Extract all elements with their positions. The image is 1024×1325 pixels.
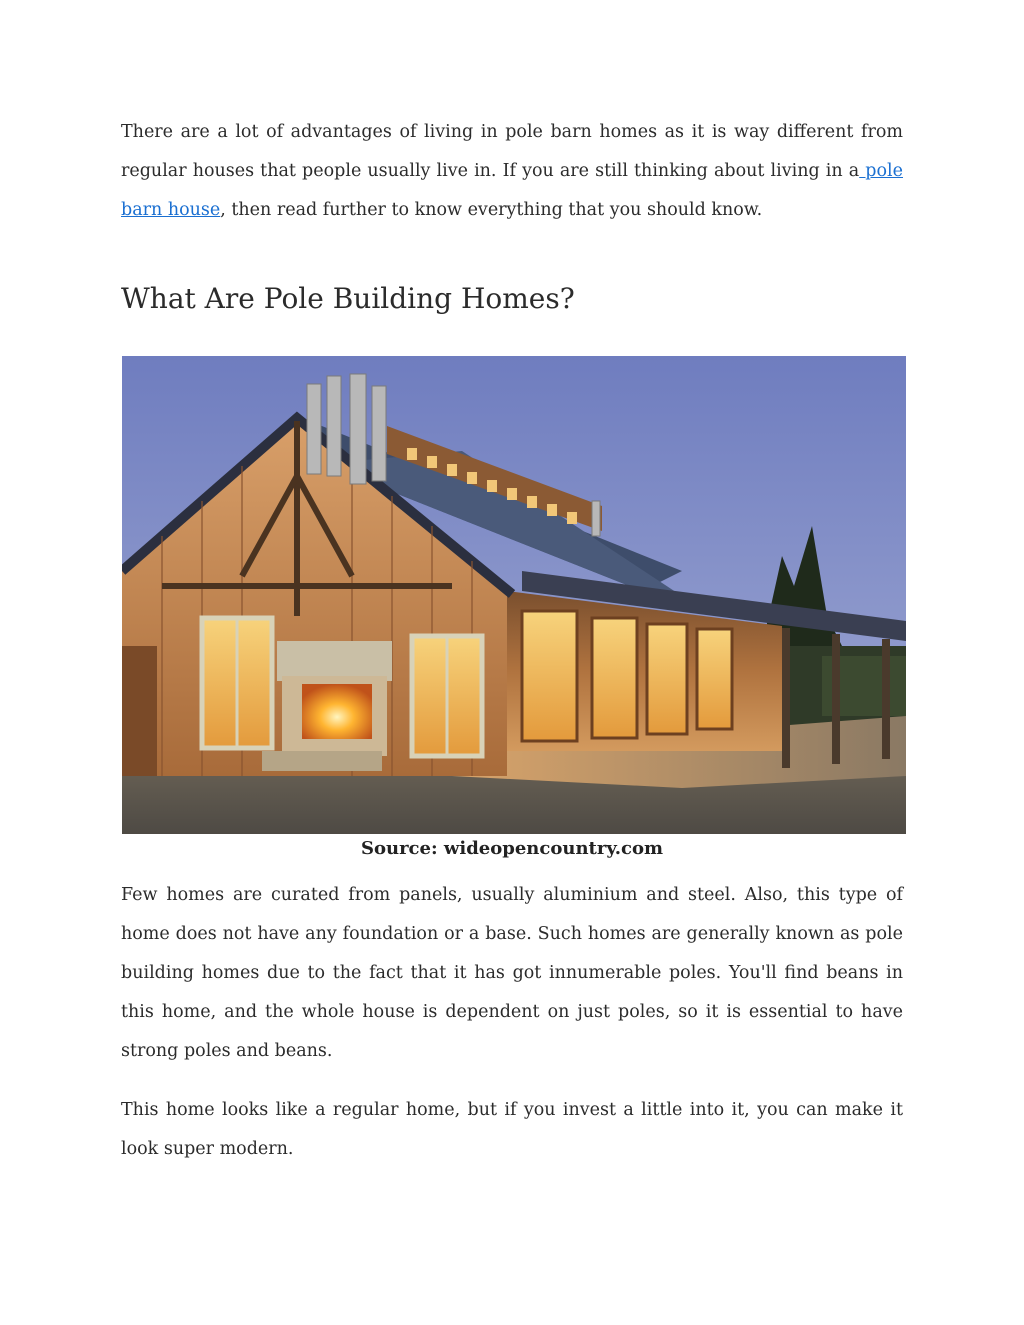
pole-barn-house-link[interactable]: pole barn house [121,161,903,220]
pole-barn-photo [122,356,906,834]
body-paragraph-2: This home looks like a regular home, but if you invest a little into it, you can make it look super modern. [121,1100,903,1159]
section-heading: What Are Pole Building Homes? [121,282,575,315]
image-caption: Source: wideopencountry.com [360,838,663,859]
intro-paragraph [121,113,903,230]
body-paragraph-1: Few homes are curated from panels, usually aluminium and steel. Also, this type of home does not have any foundation or a base. Such homes are generally known as pole building homes due to the fact that it has got innumerable poles. You'll find beans in this home, and the whole house is dependent on just poles, so it is essential to have strong poles and beans. [121,885,903,1061]
intro-text-after: , then read further to know everything that you should know. [220,200,763,220]
intro-text-before: There are a lot of advantages of living in pole barn homes as it is way different from regular houses that people usually live in. If you are still thinking about living in a [121,122,903,181]
